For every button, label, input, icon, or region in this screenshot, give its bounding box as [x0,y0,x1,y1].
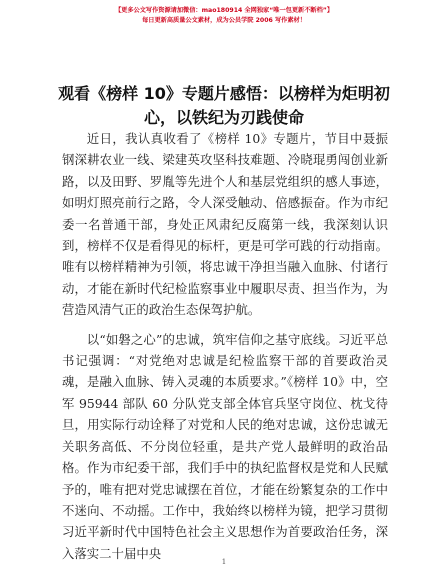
promo-banner [0,6,448,26]
promo-banner-line-1: 【更多公文写作资源请加微信：mao180914 全网独家“唯一包更新不断档”】 [114,7,334,14]
document-body [62,128,388,572]
paragraph-2: 以“如磐之心”的忠诚，筑牢信仰之基守底线。习近平总书记强调：“对党绝对忠诚是纪检监察干部的首要政治灵魂，是融入血脉、铸入灵魂的本质要求。”《榜样 10》中，空军 95944 部队 60 分队党支部全体官兵坚守岗位、枕戈待旦，用实际行动诠释了对党和人民的绝对忠诚，这份忠诚无关职务高低、不分岗位轻重，是共产党人最鲜明的政治品格。作为市纪委干部，我们手中的执纪监督权是党和人民赋予的，唯有把对党忠诚摆在首位，才能在纷繁复杂的工作中不迷向、不动摇。工作中，我始终以榜样为镜，把学习贯彻习近平新时代中国特色社会主义思想作为首要政治任务，深入落实二十届中央 [62,331,388,561]
paragraph-1: 近日，我认真收看了《榜样 10》专题片，节目中聂振钢深耕农业一线、梁建英攻坚科技难题、冷晓琨勇闯创业新路，以及田野、罗胤等先进个人和基层党组织的感人事迹，如明灯照亮前行之路，令人深受触动、倍感振奋。作为市纪委一名普通干部，身处正风肃纪反腐第一线，我深刻认识到，榜样不仅是看得见的标杆，更是可学可践的行动指南。唯有以榜样精神为引领，将忠诚干净担当融入血脉、付诸行动，才能在新时代纪检监察事业中履职尽责、担当作为，为营造风清气正的政治生态保驾护航。 [62,131,388,318]
promo-banner-line-2: 每日更新高质量公文素材，成为公员学院 2006 写作素材！ [142,17,306,24]
page-number: 1 [221,558,227,566]
document-title: 观看《榜样 10》专题片感悟：以榜样为炬明初心，以铁纪为刃践使命 [58,84,390,127]
